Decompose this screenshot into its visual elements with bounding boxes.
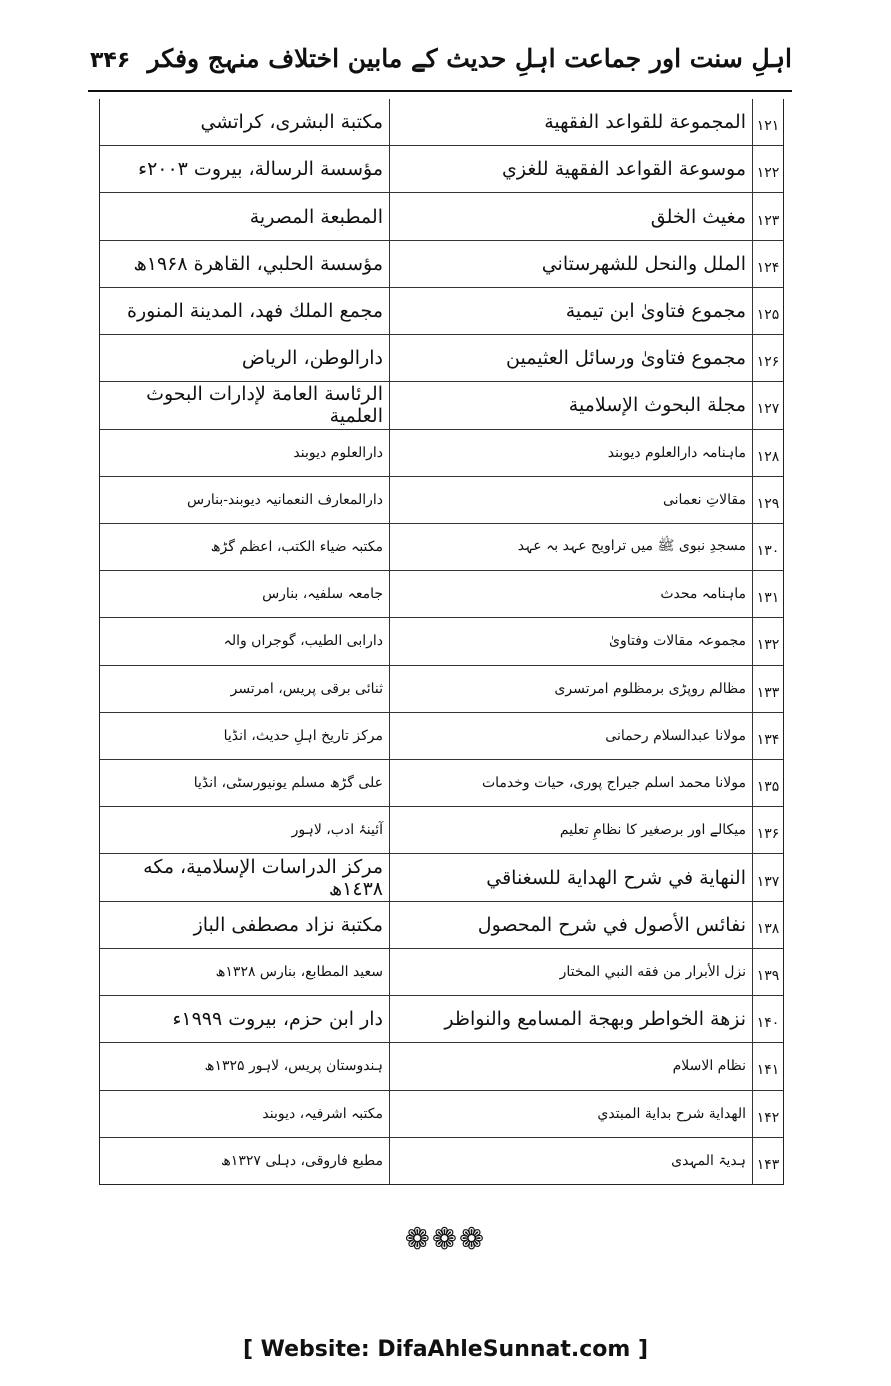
book-title: مجلة البحوث الإسلامية [389,382,753,428]
publisher: مكتبة البشرى، كراتشي [200,111,383,134]
publisher: مؤسسة الحلبي، القاهرة ۱۹۶۸ھ [133,252,383,275]
table-row [100,1091,783,1138]
publisher: مكتبة نزاد مصطفى الباز [193,913,383,936]
book-title: مظالم روپڑی برمظلوم امرتسری [389,666,753,712]
book-title: نظام الاسلام [389,1043,753,1089]
publisher: مركز الدراسات الإسلامية، مكه ١٤٣٨ھ [143,855,383,900]
publisher: المطبعة المصرية [249,205,383,228]
row-number: ۱۲۲ [756,165,780,182]
publisher: دارالوطن، الرياض [241,347,383,370]
table-row [100,902,783,949]
table-row [100,99,783,146]
publisher: ہندوستان پریس، لاہور ۱۳۲۵ھ [204,1058,383,1075]
publisher: ثنائی برقی پریس، امرتسر [230,680,383,697]
book-title: المجموعة للقواعد الفقهية [389,99,753,145]
book-title: نزل الأبرار من فقه النبي المختار [389,949,753,995]
row-number: ۱۳۴ [756,731,780,748]
table-row [100,146,783,193]
row-number: ۱۳۱ [756,590,780,607]
page-number: ۳۴۶ [90,48,131,73]
row-number: ۱۲۹ [756,495,780,512]
row-number: ۱۴۱ [756,1062,780,1079]
publisher: سعید المطابع، بنارس ۱۳۲۸ھ [215,964,383,980]
book-title: مجموع فتاوىٰ ورسائل العثيمين [389,335,753,381]
table-row [100,807,783,854]
publisher: مجمع الملك فهد، المدينة المنورة [127,299,383,322]
ornament-divider: ❁❁❁ [404,1222,487,1257]
book-title: ماہنامہ دارالعلوم دیوبند [389,430,753,476]
row-number: ۱۳۸ [756,920,780,937]
book-title: مجموع فتاوىٰ ابن تيمية [389,288,753,334]
header-rule [88,90,792,92]
publisher: مؤسسة الرسالة، بيروت ۲۰۰۳ء [138,158,383,181]
row-number: ۱۳۳ [756,684,780,701]
table-row [100,949,783,996]
row-number: ۱۳۷ [756,873,780,890]
publisher: مطبع فاروقی، دہلی ۱۳۲۷ھ [221,1153,383,1170]
table-row [100,571,783,618]
table-row [100,1138,783,1185]
row-number: ۱۲۶ [756,354,780,371]
table-row [100,477,783,524]
book-title: نزهة الخواطر وبهجة المسامع والنواظر [389,996,753,1042]
row-number: ۱۳۲ [756,637,780,654]
publisher: مکتبہ اشرفیہ، دیوبند [262,1105,383,1122]
row-number: ۱۲۷ [756,401,780,418]
book-title: مغيث الخلق [389,193,753,239]
book-title: الهداية شرح بداية المبتدي [389,1091,753,1137]
table-row [100,713,783,760]
table-row [100,193,783,240]
row-number: ۱۲۸ [756,448,780,465]
table-row [100,524,783,571]
table-row [100,430,783,477]
publisher: علی گڑھ مسلم یونیورسٹی، انڈیا [193,775,383,792]
table-row [100,666,783,713]
row-number: ۱۲۴ [756,259,780,276]
publisher: جامعہ سلفیہ، بنارس [262,586,383,603]
table-row [100,241,783,288]
book-title: مسجدِ نبوی ﷺ میں تراویح عہد بہ عہد [389,524,753,570]
table-row [100,760,783,807]
book-title: الملل والنحل للشهرستاني [389,241,753,287]
page-title: اہلِ سنت اور جماعت اہلِ حدیث کے مابین اختلاف منہج وفکر [147,44,792,73]
table-row [100,854,783,901]
table-row [100,618,783,665]
row-number: ۱۳۵ [756,779,780,796]
book-title: نفائس الأصول في شرح المحصول [389,902,753,948]
book-title: موسوعة القواعد الفقهية للغزي [389,146,753,192]
table-row [100,288,783,335]
publisher: دارالعلوم دیوبند [293,444,383,461]
website-footer: [ Website: DifaAhleSunnat.com ] [242,1337,649,1362]
table-row [100,335,783,382]
book-title: ماہنامہ محدث [389,571,753,617]
row-number: ۱۳۰ [756,543,780,560]
book-title: میکالے اور برصغیر کا نظامِ تعلیم [389,807,753,853]
publisher: مکتبہ ضیاء الکتب، اعظم گڑھ [210,539,383,556]
row-number: ۱۴۳ [756,1157,780,1174]
publisher: دار ابن حزم، بيروت ۱۹۹۹ء [172,1008,383,1031]
book-title: ہدیۃ المہدی [389,1138,753,1185]
row-number: ۱۲۵ [756,306,780,323]
row-number: ۱۴۰ [756,1015,780,1032]
book-title: مولانا عبدالسلام رحمانی [389,713,753,759]
book-title: مولانا محمد اسلم جیراج پوری، حیات وخدمات [389,760,753,806]
table-row [100,996,783,1043]
table-row [100,1043,783,1090]
row-number: ۱۲۱ [756,118,780,135]
row-number: ۱۳۶ [756,826,780,843]
book-title: النهاية في شرح الهداية للسغناقي [389,854,753,900]
book-title: مقالاتِ نعمانی [389,477,753,523]
publisher: مرکز تاریخ اہلِ حدیث، انڈیا [223,727,383,744]
publisher: دارابی الطیب، گوجراں والہ [223,633,383,650]
bibliography-table [99,99,784,1185]
book-title: مجموعہ مقالات وفتاویٰ [389,618,753,664]
row-number: ۱۳۹ [756,968,780,984]
publisher: آئینۂ ادب، لاہور [291,822,383,839]
row-number: ۱۲۳ [756,212,780,229]
page-header [88,38,792,92]
publisher: الرئاسة العامة لإدارات البحوث العلمية [146,383,383,428]
publisher: دارالمعارف النعمانیہ دیوبند-بنارس [187,491,383,508]
row-number: ۱۴۲ [756,1109,780,1126]
table-row [100,382,783,429]
